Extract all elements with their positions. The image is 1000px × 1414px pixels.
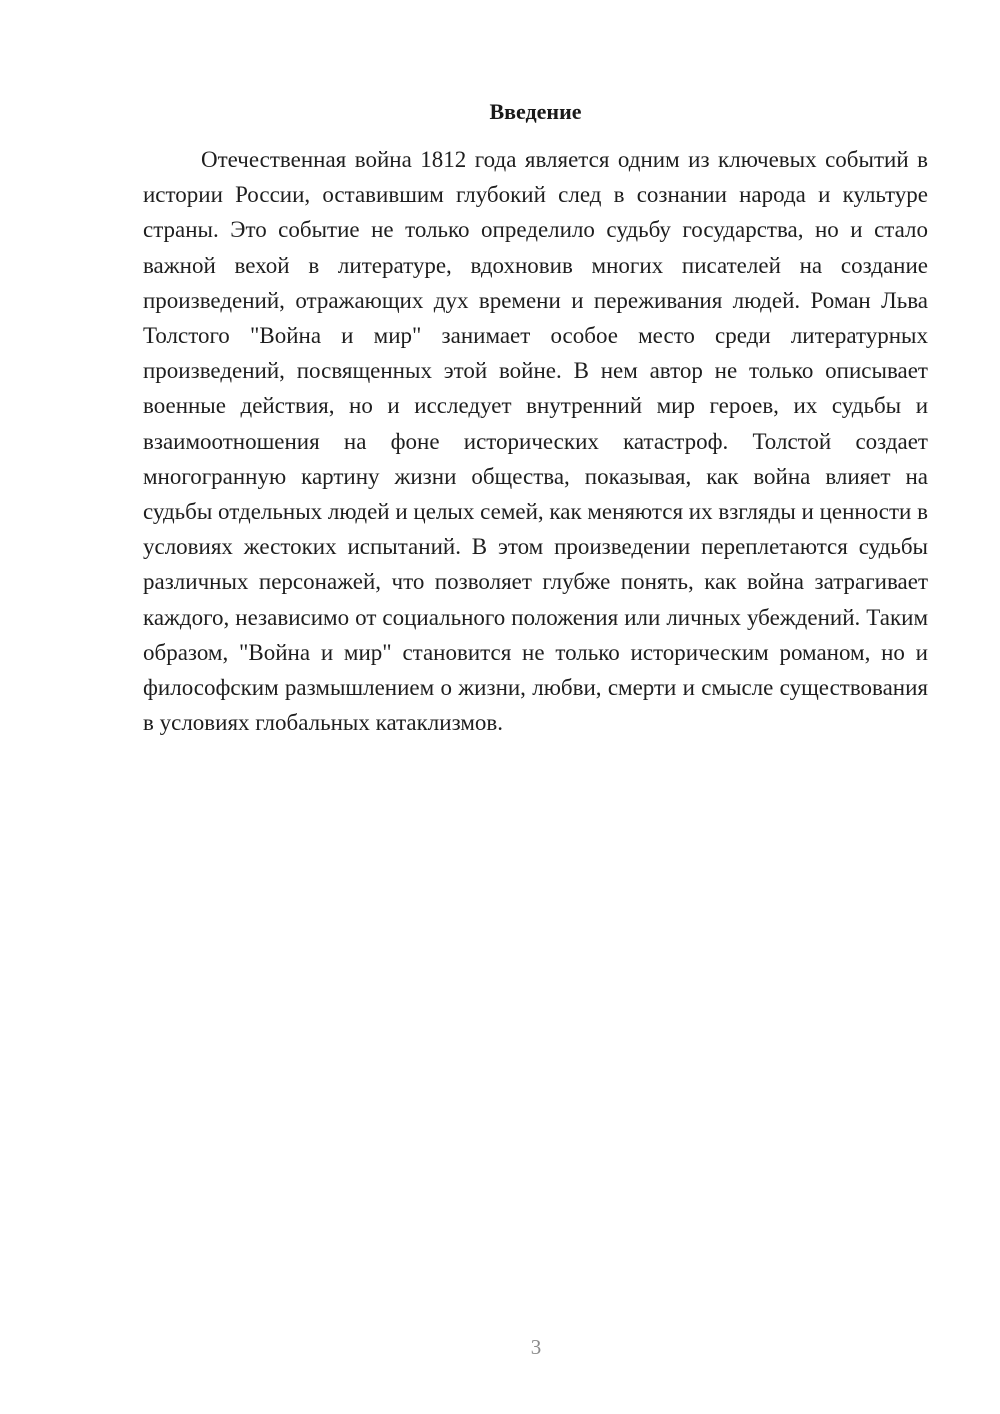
body-paragraph: Отечественная война 1812 года является одним из ключевых событий в истории России, оставившим глубокий след в сознании народа и культуре страны. Это событие не только определило судьбу государства, но и стало важной вехой в литературе, вдохновив многих писателей на создание произведений, отражающих дух времени и переживания людей. Роман Льва Толстого "Война и мир" занимает особое место среди литературных произведений, посвященных этой войне. В нем автор не только описывает военные действия, но и исследует внутренний мир героев, их судьбы и взаимоотношения на фоне исторических катастроф. Толстой создает многогранную картину жизни общества, показывая, как война влияет на судьбы отдельных людей и целых семей, как меняются их взгляды и ценности в условиях жестоких испытаний. В этом произведении переплетаются судьбы различных персонажей, что позволяет глубже понять, как война затрагивает каждого, независимо от социального положения или личных убеждений. Таким образом, "Война и мир" становится не только историческим романом, но и философским размышлением о жизни, любви, смерти и смысле существования в условиях глобальных катаклизмов. — [143, 147, 928, 736]
page-number: 3 — [530, 1335, 542, 1359]
section-heading: Введение — [489, 99, 582, 124]
